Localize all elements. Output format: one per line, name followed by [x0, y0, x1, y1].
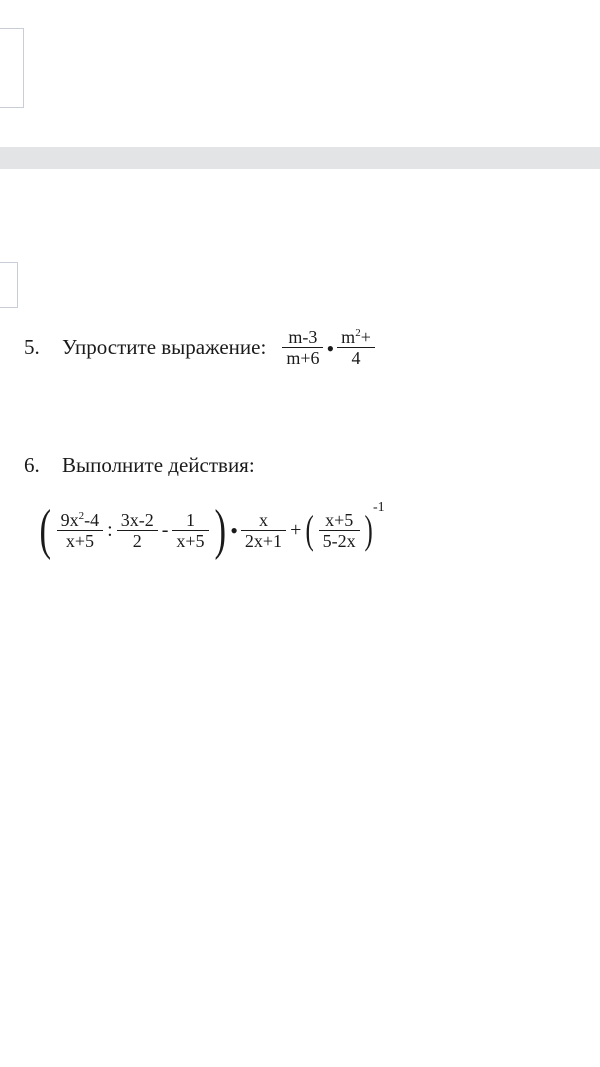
- denominator: x+5: [176, 530, 205, 551]
- denominator: x+5: [65, 530, 94, 551]
- fraction-x-over-2x1: [241, 511, 286, 550]
- denominator: 4: [351, 348, 361, 368]
- problem-6-prompt: Выполните действия:: [62, 453, 255, 477]
- numerator-tail: -4: [84, 509, 100, 530]
- problem-5: [0, 327, 600, 369]
- scan-artifact-mid-left: [0, 262, 18, 308]
- division-colon: :: [107, 519, 113, 542]
- bracket-contents: [55, 511, 211, 550]
- scan-artifact-gray-band: [0, 147, 600, 169]
- exponent-minus-one: -1: [373, 499, 385, 515]
- numerator: x: [258, 509, 268, 530]
- power-group: [303, 499, 385, 552]
- close-paren-large: ): [214, 499, 226, 561]
- problem-5-number: 5.: [24, 335, 40, 359]
- numerator: [57, 511, 104, 530]
- denominator: 2: [132, 530, 142, 551]
- minus-sign: -: [161, 519, 169, 542]
- open-paren-large: (: [39, 499, 52, 561]
- fraction-x5-over-5-2x: [319, 511, 360, 550]
- numerator: m-3: [288, 327, 318, 347]
- numerator: [337, 328, 375, 347]
- denominator: m+6: [286, 348, 320, 368]
- numerator-exponent: 2: [355, 327, 361, 339]
- plus-sign: +: [290, 519, 302, 542]
- power-base: [303, 506, 375, 552]
- fraction-9x2-4-over-x5: [57, 511, 104, 550]
- fraction-m3-over-m6: [282, 328, 323, 367]
- denominator: 5-2x: [322, 530, 356, 551]
- fraction-1-over-x5: [172, 511, 208, 550]
- numerator-exponent: 2: [78, 509, 85, 522]
- multiplication-dot: •: [230, 518, 238, 544]
- problem-5-line: [0, 327, 600, 369]
- problem-5-prompt: Упростите выражение:: [62, 335, 267, 359]
- numerator-tail: +: [360, 327, 371, 347]
- problem-5-expression: [280, 328, 377, 367]
- fraction-m2-over-4: [337, 328, 375, 367]
- scan-artifact-top-left: [0, 28, 24, 108]
- numerator: 3x-2: [120, 509, 154, 530]
- numerator: x+5: [325, 509, 354, 530]
- numerator-base: m: [341, 327, 356, 347]
- problem-6-expression: [36, 499, 385, 561]
- fraction-3x-2-over-2: [117, 511, 158, 550]
- close-paren-medium: ): [364, 506, 373, 552]
- denominator: 2x+1: [244, 530, 283, 551]
- multiplication-dot: •: [326, 335, 335, 361]
- problem-6-number: 6.: [24, 453, 40, 477]
- numerator-base: 9x: [60, 509, 79, 530]
- open-paren-medium: (: [305, 506, 315, 552]
- problem-6-line: [0, 448, 600, 482]
- numerator: 1: [185, 509, 195, 530]
- problem-6: [0, 448, 600, 482]
